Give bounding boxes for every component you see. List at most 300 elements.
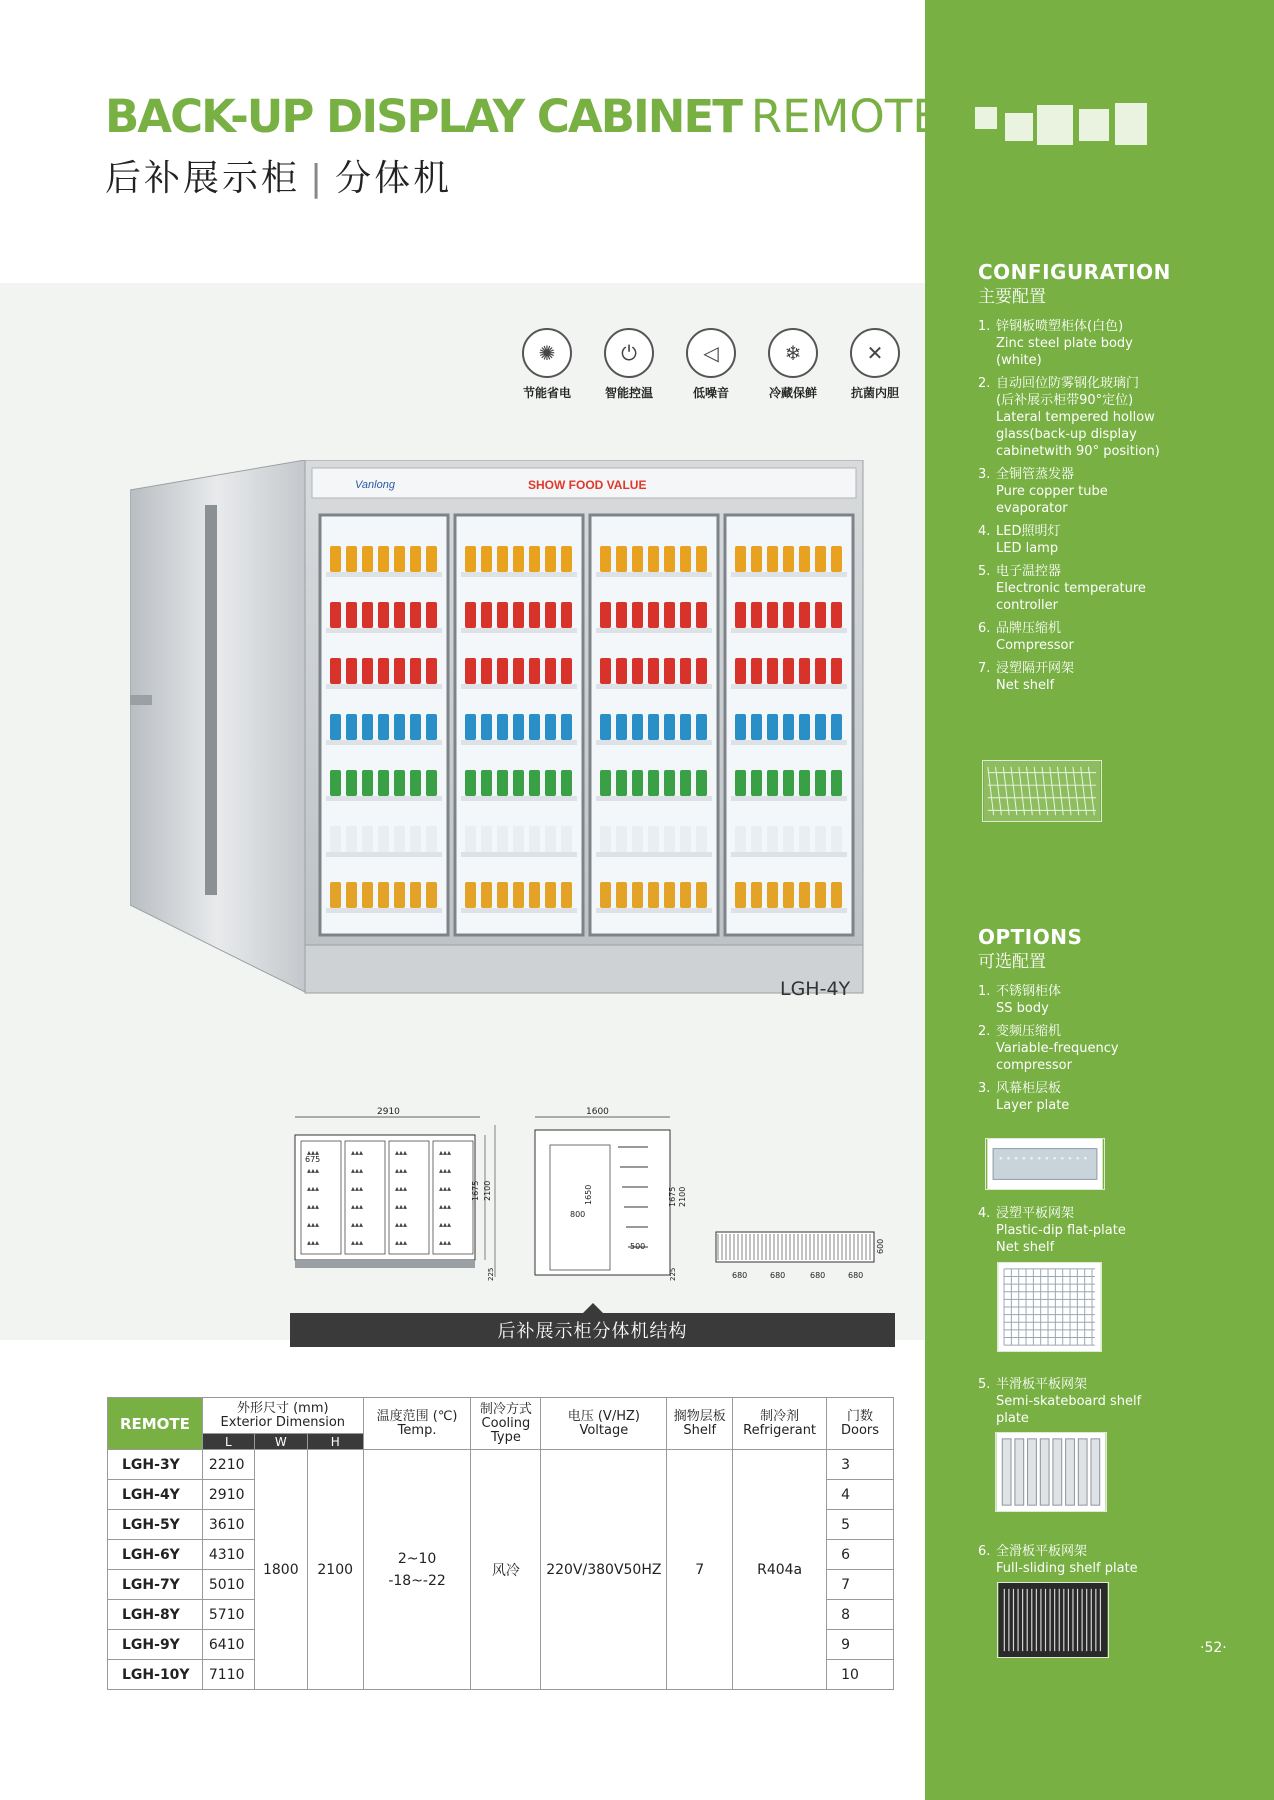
shelf (461, 684, 577, 689)
list-item-line: Compressor (996, 638, 1074, 653)
drawing-shelf-mark: ▴▴▴ (395, 1184, 408, 1193)
dimension-header-en: Exterior Dimension (220, 1414, 346, 1430)
slide-rail (1053, 1439, 1062, 1505)
length-cell: 5010 (202, 1570, 254, 1600)
product-bottle (497, 826, 508, 852)
drawing-shelf-mark: ▴▴▴ (351, 1166, 364, 1175)
product-bottle (831, 770, 842, 796)
list-item-line: 全滑板平板网架 (996, 1544, 1088, 1559)
model-cell: LGH-4Y (108, 1480, 203, 1510)
product-bottle (410, 770, 421, 796)
list-item-text (996, 563, 1146, 614)
product-bottle (735, 658, 746, 684)
slide-rail (1002, 1439, 1011, 1505)
shelf (326, 908, 442, 913)
drawing-shelf-mark: ▴▴▴ (307, 1184, 320, 1193)
product-bottle (616, 826, 627, 852)
product-bottle (751, 826, 762, 852)
product-bottle (378, 546, 389, 572)
spec-table (107, 1397, 894, 1690)
product-bottle (362, 770, 373, 796)
product-bottle (680, 882, 691, 908)
list-item-line: 品牌压缩机 (996, 621, 1062, 636)
cooling-header-en2: Type (490, 1429, 521, 1445)
product-bottle (346, 602, 357, 628)
shelf (596, 684, 712, 689)
plate-hole (1076, 1157, 1079, 1160)
product-bottle (481, 658, 492, 684)
list-item-line: 锌钢板喷塑柜体(白色) (996, 319, 1124, 334)
product-bottle (426, 546, 437, 572)
product-bottle (394, 658, 405, 684)
shelf-cell: 7 (667, 1450, 733, 1690)
product-bottle (497, 882, 508, 908)
list-item-line: LED lamp (996, 541, 1059, 556)
product-bottle (648, 602, 659, 628)
product-bottle (815, 826, 826, 852)
drawing-shelf-mark: ▴▴▴ (307, 1148, 320, 1157)
product-bottle (767, 714, 778, 740)
semi-slide-shelf-image (995, 1432, 1107, 1512)
dim-sub-l: L (202, 1434, 254, 1450)
page-number: ·52· (1200, 1640, 1227, 1656)
list-item-line: 电子温控器 (996, 564, 1062, 579)
list-item-line: Layer plate (996, 1098, 1070, 1113)
slide-rail (1028, 1439, 1037, 1505)
list-item (978, 1023, 1178, 1074)
product-bottle (513, 770, 524, 796)
feature-antibacterial (843, 328, 907, 401)
doors-cell: 7 (827, 1570, 894, 1600)
feature-label: 智能控温 (604, 386, 653, 400)
list-item-number: 4. (978, 524, 991, 539)
product-bottle (680, 826, 691, 852)
plan-view-drawing (712, 1228, 897, 1283)
product-bottle (664, 882, 675, 908)
shelf (731, 796, 847, 801)
model-cell: LGH-7Y (108, 1570, 203, 1600)
product-bottle (632, 770, 643, 796)
dimension-header (202, 1398, 363, 1434)
product-bottle (664, 770, 675, 796)
drawing-shelf-mark: ▴▴▴ (307, 1220, 320, 1229)
product-bottle (696, 602, 707, 628)
product-bottle (735, 714, 746, 740)
product-bottle (330, 770, 341, 796)
product-bottle (561, 770, 572, 796)
list-item-line: Net shelf (996, 678, 1055, 693)
list-item-line: plate (996, 1411, 1029, 1426)
product-bottle (616, 770, 627, 796)
structure-bar-arrow (583, 1303, 603, 1313)
product-bottle (648, 770, 659, 796)
product-bottle (465, 770, 476, 796)
product-bottle (346, 770, 357, 796)
doors-cell: 8 (827, 1600, 894, 1630)
list-item-line: 不锈钢柜体 (996, 984, 1062, 999)
table-remote-header: REMOTE (108, 1398, 203, 1450)
plan-dim: 680 (732, 1271, 748, 1280)
product-bottle (529, 882, 540, 908)
list-item-text (996, 1080, 1069, 1114)
feature-label: 节能省电 (522, 386, 571, 400)
plate-hole (1015, 1157, 1018, 1160)
length-cell: 6410 (202, 1630, 254, 1660)
front-view-drawing (285, 1105, 500, 1290)
shelf (596, 796, 712, 801)
product-bottle (600, 658, 611, 684)
product-bottle (362, 882, 373, 908)
shelf (731, 908, 847, 913)
cooling-header-en: Cooling (481, 1415, 531, 1431)
plate-hole (1038, 1157, 1041, 1160)
product-bottle (481, 714, 492, 740)
drawing-shelf-mark: ▴▴▴ (351, 1220, 364, 1229)
drawing-shelf-mark: ▴▴▴ (439, 1148, 452, 1157)
list-item-text (996, 983, 1061, 1017)
shelf (326, 572, 442, 577)
list-item (978, 1080, 1178, 1114)
doors-header (827, 1398, 894, 1450)
product-bottle (783, 770, 794, 796)
options-list-b (978, 1205, 1178, 1262)
product-bottle (513, 714, 524, 740)
product-bottle (648, 714, 659, 740)
configuration-title: CONFIGURATION (978, 260, 1171, 284)
list-item (978, 620, 1178, 654)
drawing-shelf-mark: ▴▴▴ (307, 1238, 320, 1247)
table-row (108, 1450, 894, 1480)
product-bottle (664, 602, 675, 628)
drawing-shelf-mark: ▴▴▴ (439, 1220, 452, 1229)
product-bottle (831, 602, 842, 628)
list-item (978, 375, 1178, 460)
product-bottle (616, 882, 627, 908)
product-bottle (394, 546, 405, 572)
product-bottle (497, 714, 508, 740)
title-light: REMOTE (750, 90, 941, 143)
product-bottle (632, 602, 643, 628)
slide-rail (1040, 1439, 1049, 1505)
side-dim-500: 500 (630, 1242, 646, 1251)
model-cell: LGH-6Y (108, 1540, 203, 1570)
list-item-line: (后补展示柜带90°定位) (996, 393, 1134, 408)
product-bottle (561, 602, 572, 628)
product-bottle (680, 714, 691, 740)
doors-cell: 9 (827, 1630, 894, 1660)
product-bottle (465, 826, 476, 852)
length-cell: 7110 (202, 1660, 254, 1690)
list-item-number: 6. (978, 1544, 991, 1559)
model-label: LGH-4Y (780, 978, 851, 1000)
product-bottle (410, 714, 421, 740)
product-bottle (616, 714, 627, 740)
product-bottle (664, 658, 675, 684)
product-bottle (600, 602, 611, 628)
product-bottle (513, 826, 524, 852)
configuration-list (978, 318, 1178, 700)
product-bottle (346, 882, 357, 908)
plate-hole (1053, 1157, 1056, 1160)
product-bottle (410, 546, 421, 572)
list-item-line: Plastic-dip flat-plate (996, 1223, 1126, 1238)
product-bottle (330, 714, 341, 740)
product-bottle (799, 882, 810, 908)
drawing-shelf-mark: ▴▴▴ (351, 1202, 364, 1211)
product-bottle (346, 826, 357, 852)
product-bottle (616, 602, 627, 628)
feature-icons (515, 328, 907, 401)
list-item-line: Zinc steel plate body (996, 336, 1133, 351)
list-item-line: 自动回位防雾钢化玻璃门 (996, 376, 1140, 391)
product-bottle (735, 826, 746, 852)
plate-hole (1046, 1157, 1049, 1160)
product-bottle (783, 714, 794, 740)
product-bottle (648, 826, 659, 852)
temp-header-cn: 温度范围 (℃) (376, 1408, 458, 1424)
product-bottle (815, 714, 826, 740)
front-dim-1675: 1675 (471, 1180, 480, 1201)
length-cell: 2910 (202, 1480, 254, 1510)
product-bottle (799, 602, 810, 628)
product-bottle (600, 714, 611, 740)
product-bottle (410, 826, 421, 852)
product-bottle (378, 882, 389, 908)
drawing-shelf-mark: ▴▴▴ (439, 1184, 452, 1193)
feature-low-noise (679, 328, 743, 401)
slide-rail (1015, 1439, 1024, 1505)
list-item-line: Full-sliding shelf plate (996, 1561, 1138, 1576)
product-bottle (529, 658, 540, 684)
plate-hole (1069, 1157, 1072, 1160)
list-item-line: 变频压缩机 (996, 1024, 1062, 1039)
options-subtitle: 可选配置 (978, 952, 1046, 972)
shelf (461, 796, 577, 801)
product-bottle (696, 714, 707, 740)
product-bottle (545, 714, 556, 740)
shelf-header-en: Shelf (683, 1422, 717, 1438)
height-cell: 2100 (307, 1450, 363, 1690)
product-bottle (529, 602, 540, 628)
side-view-drawing (530, 1105, 695, 1290)
product-bottle (799, 714, 810, 740)
product-bottle (330, 546, 341, 572)
product-bottle (696, 770, 707, 796)
list-item-line: 全铜管蒸发器 (996, 467, 1075, 482)
product-bottle (680, 546, 691, 572)
product-bottle (799, 546, 810, 572)
product-bottle (616, 658, 627, 684)
list-item-line: Variable-frequency (996, 1041, 1119, 1056)
product-bottle (767, 658, 778, 684)
product-bottle (561, 714, 572, 740)
product-bottle (545, 658, 556, 684)
list-item-text (996, 1023, 1119, 1074)
shelf (461, 572, 577, 577)
feature-smart-temp (597, 328, 661, 401)
list-item (978, 1205, 1178, 1256)
product-bottle (831, 882, 842, 908)
title-bold: BACK-UP DISPLAY CABINET (105, 90, 741, 143)
plan-depth-dim: 600 (876, 1238, 885, 1254)
product-bottle (751, 714, 762, 740)
product-bottle (481, 826, 492, 852)
list-item (978, 983, 1178, 1017)
list-item-text (996, 318, 1133, 369)
product-bottle (346, 658, 357, 684)
product-bottle (735, 546, 746, 572)
list-item-line: Electronic temperature (996, 581, 1146, 596)
slide-rail (1078, 1439, 1087, 1505)
list-item-line: 浸塑平板网架 (996, 1206, 1075, 1221)
list-item-number: 4. (978, 1206, 991, 1221)
product-bottle (394, 770, 405, 796)
shelf (596, 852, 712, 857)
product-bottle (378, 658, 389, 684)
product-bottle (362, 602, 373, 628)
blurred-brand-logo (975, 95, 1150, 155)
product-bottle (378, 602, 389, 628)
list-item-line: (white) (996, 353, 1042, 368)
product-bottle (751, 882, 762, 908)
product-bottle (410, 602, 421, 628)
length-cell: 5710 (202, 1600, 254, 1630)
slide-rail (1066, 1439, 1075, 1505)
shelf (461, 908, 577, 913)
product-bottle (600, 826, 611, 852)
product-bottle (815, 882, 826, 908)
list-item-line: cabinetwith 90° position) (996, 444, 1160, 459)
cooling-header (471, 1398, 541, 1450)
cooling-cell: 风冷 (471, 1450, 541, 1690)
product-bottle (529, 714, 540, 740)
product-bottle (632, 658, 643, 684)
feature-label: 低噪音 (692, 386, 729, 400)
list-item-number: 1. (978, 319, 991, 334)
product-bottle (426, 658, 437, 684)
product-bottle (561, 546, 572, 572)
drawing-shelf-mark: ▴▴▴ (307, 1202, 320, 1211)
product-bottle (735, 602, 746, 628)
voltage-cell: 220V/380V50HZ (541, 1450, 667, 1690)
temp-cell (363, 1450, 471, 1690)
product-bottle (426, 602, 437, 628)
layer-plate-image (985, 1138, 1105, 1190)
length-cell: 3610 (202, 1510, 254, 1540)
list-item-line: Pure copper tube (996, 484, 1108, 499)
product-bottle (545, 826, 556, 852)
structure-caption-bar: 后补展示柜分体机结构 (290, 1313, 895, 1347)
product-bottle (330, 826, 341, 852)
product-bottle (545, 546, 556, 572)
list-item (978, 563, 1178, 614)
doors-cell: 10 (827, 1660, 894, 1690)
product-bottle (767, 602, 778, 628)
product-bottle (696, 658, 707, 684)
shelf-header-cn: 搁物层板 (673, 1408, 726, 1424)
list-item (978, 1543, 1178, 1577)
product-bottle (664, 546, 675, 572)
drawing-shelf-mark: ▴▴▴ (395, 1148, 408, 1157)
product-bottle (394, 882, 405, 908)
product-bottle (465, 714, 476, 740)
product-bottle (696, 546, 707, 572)
product-bottle (799, 770, 810, 796)
list-item-line: 半滑板平板网架 (996, 1377, 1088, 1392)
list-item-line: glass(back-up display (996, 427, 1137, 442)
list-item-text (996, 375, 1160, 460)
product-bottle (751, 602, 762, 628)
product-bottle (561, 826, 572, 852)
product-bottle (831, 658, 842, 684)
list-item-text (996, 620, 1074, 654)
product-bottle (767, 882, 778, 908)
list-item-text (996, 1376, 1141, 1427)
product-bottle (799, 826, 810, 852)
feature-label: 抗菌内胆 (850, 386, 899, 400)
product-bottle (751, 546, 762, 572)
side-dim-1675: 1675 (668, 1186, 677, 1207)
drawing-shelf-mark: ▴▴▴ (439, 1166, 452, 1175)
drawing-shelf-mark: ▴▴▴ (351, 1148, 364, 1157)
product-bottle (426, 714, 437, 740)
power-control-icon: ⏻ (604, 328, 654, 378)
list-item (978, 1376, 1178, 1427)
plate-hole (1061, 1157, 1064, 1160)
product-bottle (680, 602, 691, 628)
product-bottle (664, 826, 675, 852)
shelf (461, 740, 577, 745)
product-bottle (561, 658, 572, 684)
product-bottle (545, 882, 556, 908)
product-bottle (410, 658, 421, 684)
product-bottle (410, 882, 421, 908)
shelf (596, 908, 712, 913)
doors-header-cn: 门数 (847, 1408, 874, 1424)
shelf (731, 852, 847, 857)
product-bottle (696, 882, 707, 908)
doors-cell: 5 (827, 1510, 894, 1540)
options-list-d (978, 1543, 1178, 1583)
feature-label: 冷藏保鲜 (768, 386, 817, 400)
product-bottle (680, 658, 691, 684)
plate-hole (1030, 1157, 1033, 1160)
list-item (978, 660, 1178, 694)
product-bottle (632, 714, 643, 740)
front-width-dim: 2910 (377, 1107, 400, 1117)
product-bottle (513, 882, 524, 908)
product-bottle (735, 770, 746, 796)
product-bottle (767, 770, 778, 796)
page-title (105, 90, 941, 143)
product-bottle (735, 882, 746, 908)
shelf (326, 740, 442, 745)
product-bottle (831, 826, 842, 852)
product-bottle (600, 546, 611, 572)
product-bottle (529, 770, 540, 796)
feature-fresh-keeping (761, 328, 825, 401)
shelf (326, 852, 442, 857)
product-bottle (394, 826, 405, 852)
list-item-line: controller (996, 598, 1059, 613)
product-bottle (632, 546, 643, 572)
plan-dim: 680 (810, 1271, 826, 1280)
slide-rail (1091, 1439, 1100, 1505)
shelf (596, 572, 712, 577)
product-bottle (465, 658, 476, 684)
product-image (130, 460, 870, 1005)
voltage-header (541, 1398, 667, 1450)
